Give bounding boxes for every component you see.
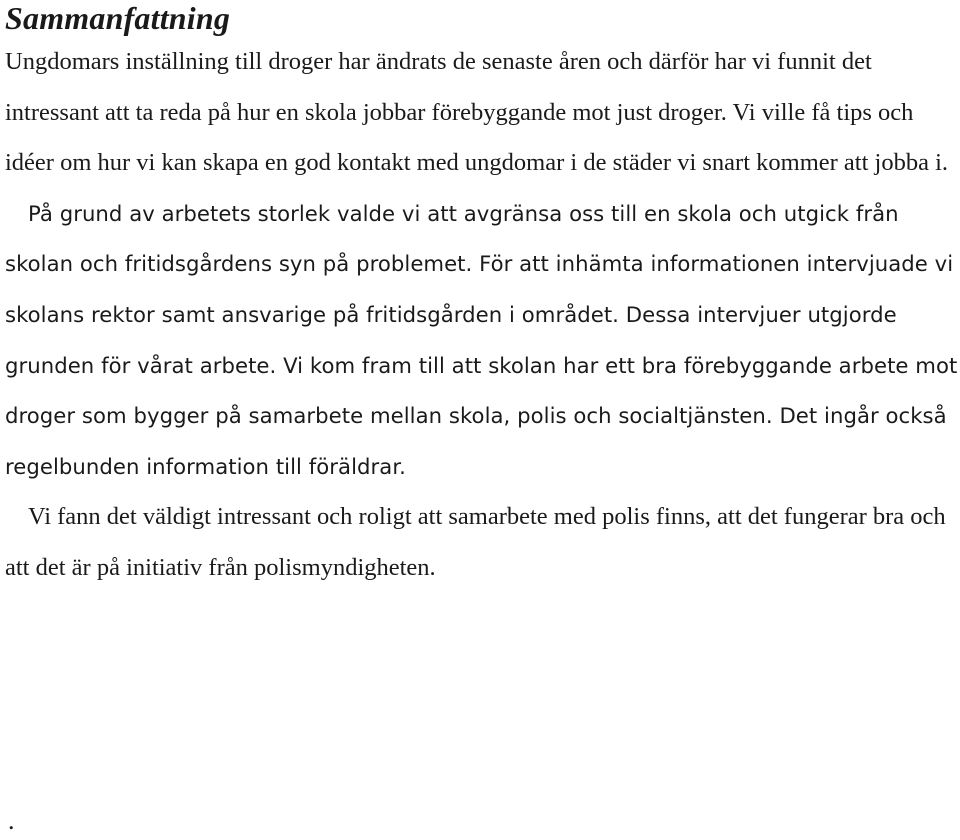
document-page: [5, 0, 960, 840]
summary-paragraph-2: På grund av arbetets storlek valde vi att avgränsa oss till en skola och utgick från skolan och fritidsgårdens syn på problemet. För att inhämta informationen intervjuade vi skolans rektor samt ansvarige på fritidsgården i området. Dessa intervjuer utgjorde grunden för vårat arbete. Vi kom fram till att skolan har ett bra förebyggande arbete mot droger som bygger på samarbete mellan skola, polis och socialtjänsten. Det ingår också regelbunden information till föräldrar.: [5, 200, 958, 479]
summary-paragraph-1: Ungdomars inställning till droger har ändrats de senaste åren och därför har vi funnit det intressant att ta reda på hur en skola jobbar förebyggande mot just droger. Vi ville få tips och idéer om hur vi kan skapa en god kontakt med ungdomar i de städer vi snart kommer att jobba i.: [5, 48, 949, 177]
section-heading: Sammanfattning: [5, 0, 231, 36]
summary-paragraph-3: Vi fann det väldigt intressant och roligt att samarbete med polis finns, att det fungerar bra och att det är på initiativ från polismyndigheten.: [5, 503, 946, 581]
footer-mark: .: [8, 806, 15, 835]
